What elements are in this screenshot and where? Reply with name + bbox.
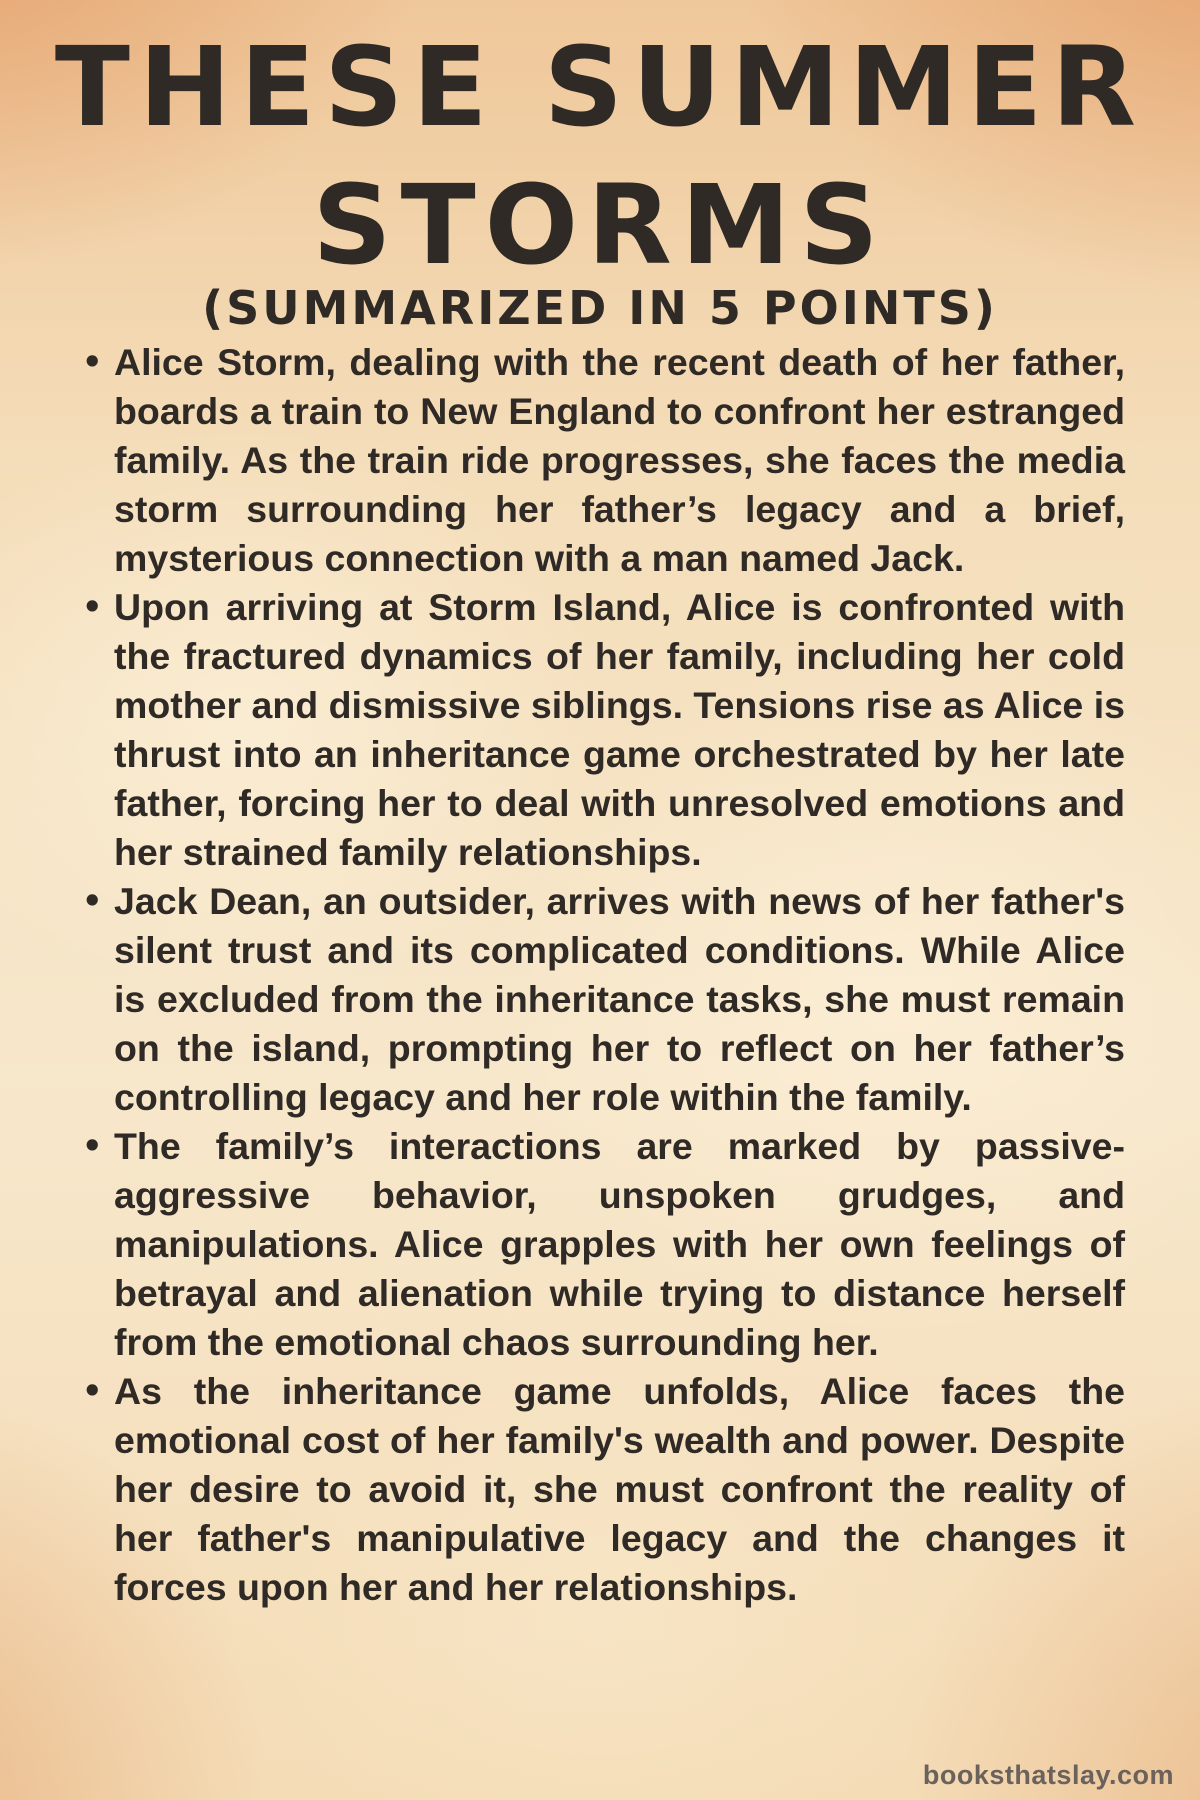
page-title-line-1: THESE SUMMER <box>54 23 1146 151</box>
summary-point-text: As the inheritance game unfolds, Alice faces the emotional cost of her family's wealth and power. Despite her desire to avoid it, she must confront the reality of her father's manipulative legacy and the changes it forces upon her and her relationships. <box>114 1370 1125 1608</box>
summary-point-3 <box>82 877 1125 1122</box>
summary-point-text: Jack Dean, an outsider, arrives with news of her father's silent trust and its complicated conditions. While Alice is excluded from the inheritance tasks, she must remain on the island, prompting her to reflect on her father’s controlling legacy and her role within the family. <box>114 880 1125 1118</box>
page-subtitle: (SUMMARIZED IN 5 POINTS) <box>202 281 998 335</box>
summary-point-5 <box>82 1367 1125 1612</box>
bullet-icon: • <box>82 1127 103 1165</box>
summary-point-2 <box>82 583 1125 877</box>
bullet-icon: • <box>82 882 103 920</box>
summary-point-4 <box>82 1122 1125 1367</box>
summary-point-text: The family’s interactions are marked by passive-aggressive behavior, unspoken grudges, and manipulations. Alice grapples with her own feelings of betrayal and alienation while trying to distance herself from the emotional chaos surrounding her. <box>114 1125 1125 1363</box>
source-website: booksthatslay.com <box>922 1760 1174 1790</box>
summary-points-list <box>79 338 1125 1612</box>
bullet-icon: • <box>82 343 103 381</box>
bullet-icon: • <box>82 588 103 626</box>
page-title-line-2: STORMS <box>312 161 888 289</box>
summary-point-text: Alice Storm, dealing with the recent death of her father, boards a train to New England to confront her estranged family. As the train ride progresses, she faces the media storm surrounding her father’s legacy and a brief, mysterious connection with a man named Jack. <box>114 341 1125 579</box>
summary-point-1 <box>82 338 1125 583</box>
bullet-icon: • <box>82 1372 103 1410</box>
summary-point-text: Upon arriving at Storm Island, Alice is confronted with the fractured dynamics of her family, including her cold mother and dismissive siblings. Tensions rise as Alice is thrust into an inheritance game orchestrated by her late father, forcing her to deal with unresolved emotions and her strained family relationships. <box>114 586 1125 873</box>
